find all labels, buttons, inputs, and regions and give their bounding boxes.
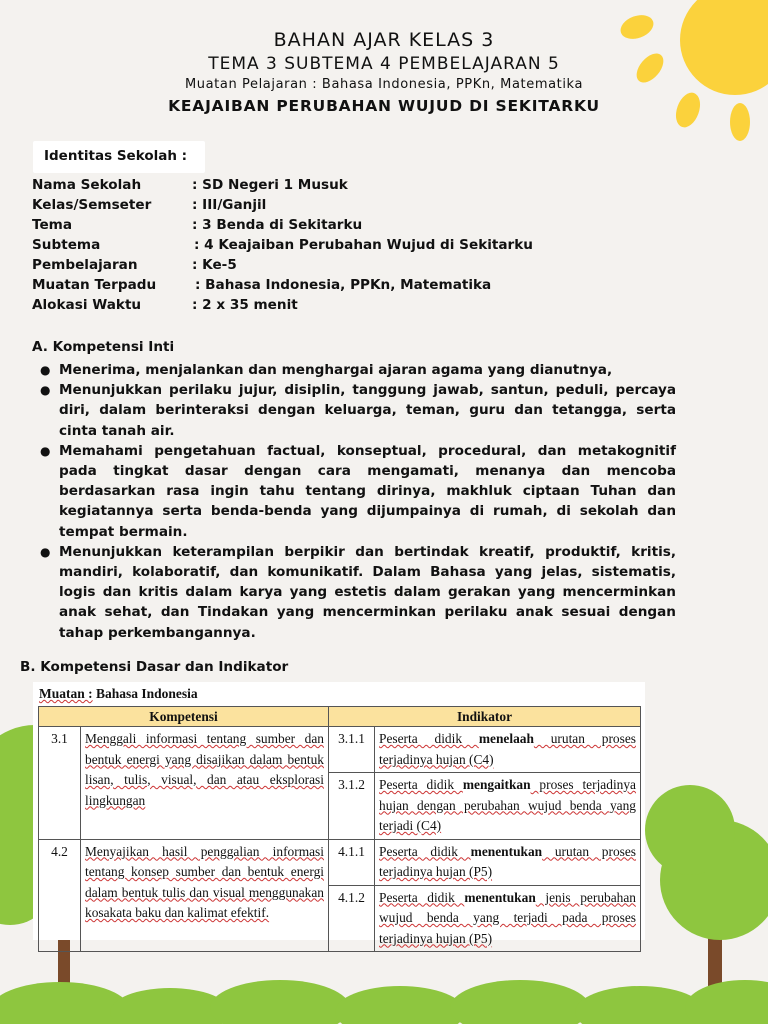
table-row: [39, 727, 641, 773]
list-item-text: Memahami pengetahuan factual, konseptual, procedural, dan metakognitif pada tingkat dasar dengan cara mengamati, menanya dan mencoba berdasarkan rasa ingin tahu tentang dirinya, makhluk ciptaan Tuhan dan kegiatannya serta benda-benda yang dijumpainya di rumah, di sekolah dan tempat bermain.: [59, 442, 676, 540]
bullet-icon: ●: [40, 363, 51, 377]
bush-icon: [0, 980, 768, 1024]
identity-value: : 2 x 35 menit: [192, 297, 298, 313]
indicator-number: 3.1.1: [329, 727, 375, 773]
kompetensi-inti-list: [40, 360, 676, 643]
indicator-text: Peserta didik menentukan jenis perubahan wujud benda yang terjadi pada proses terjadinya hujan (P5): [375, 885, 641, 952]
bullet-icon: ●: [40, 383, 51, 398]
table-row: [39, 839, 641, 885]
document-header: [0, 28, 768, 117]
identity-label: Nama Sekolah: [32, 177, 142, 193]
muatan-title: [39, 686, 198, 702]
bullet-icon: ●: [40, 544, 51, 559]
kompetensi-dasar-heading: B. Kompetensi Dasar dan Indikator: [20, 659, 289, 675]
identity-label: Subtema: [32, 237, 101, 253]
indicator-text: Peserta didik menentukan urutan proses terjadinya hujan (P5): [375, 839, 641, 885]
column-header-kompetensi: Kompetensi: [39, 707, 329, 727]
identity-label: Tema: [32, 217, 73, 233]
table-header-row: [39, 707, 641, 727]
kompetensi-table-card: [33, 682, 645, 946]
identity-value: : 4 Keajaiban Perubahan Wujud di Sekitarku: [194, 237, 533, 253]
indicator-number: 3.1.2: [329, 773, 375, 840]
indicator-text: Peserta didik menelaah urutan proses terjadinya hujan (C4): [375, 727, 641, 773]
kd-text: Menggali informasi tentang sumber dan bentuk energi yang disajikan dalam bentuk lisan, tulis, visual, dan atau eksplorasi lingkungan: [81, 727, 329, 840]
identity-heading-box: Identitas Sekolah :: [33, 141, 205, 173]
list-item: [40, 380, 676, 441]
list-item-text: Menunjukkan keterampilan berpikir dan bertindak kreatif, produktif, kritis, mandiri, kolaboratif, dan komunikatif. Dalam Bahasa yang jelas, sistematis, logis dan kritis dalam karya yang estetis dalam gerakan yang mencerminkan anak sehat, dan Tindakan yang mencerminkan perilaku anak sesuai dengan tahap perkembangannya.: [59, 543, 676, 641]
muatan-label: Muatan :: [39, 686, 93, 701]
indicator-number: 4.1.2: [329, 885, 375, 952]
list-item-text: Menerima, menjalankan dan menghargai ajaran agama yang dianutnya,: [59, 362, 613, 378]
muatan-value: Bahasa Indonesia: [96, 686, 198, 701]
identity-label: Kelas/Semseter: [32, 197, 152, 213]
column-header-indikator: Indikator: [329, 707, 641, 727]
kd-number: 3.1: [39, 727, 81, 840]
identity-value: : Bahasa Indonesia, PPKn, Matematika: [195, 277, 492, 293]
list-item: [40, 441, 676, 542]
list-item-text: Menunjukkan perilaku jujur, disiplin, tanggung jawab, santun, peduli, percaya diri, dalam berinteraksi dengan keluarga, teman, guru dan tetangga, serta cinta tanah air.: [59, 382, 676, 439]
list-item: [40, 542, 676, 643]
kd-number: 4.2: [39, 839, 81, 952]
identity-label: Pembelajaran: [32, 257, 138, 273]
identity-value: : SD Negeri 1 Musuk: [192, 177, 348, 193]
list-item: [40, 360, 676, 380]
bullet-icon: ●: [40, 443, 51, 458]
indicator-number: 4.1.1: [329, 839, 375, 885]
document-title: BAHAN AJAR KELAS 3: [273, 29, 495, 51]
kompetensi-table: [38, 706, 641, 952]
lesson-topic: KEAJAIBAN PERUBAHAN WUJUD DI SEKITARKU: [168, 97, 600, 115]
identity-label: Alokasi Waktu: [32, 297, 142, 313]
identity-label: Muatan Terpadu: [32, 277, 157, 293]
subject-list: Muatan Pelajaran : Bahasa Indonesia, PPKn, Matematika: [184, 77, 584, 92]
identity-value: : Ke-5: [192, 257, 237, 273]
indicator-text: Peserta didik mengaitkan proses terjadinya hujan dengan perubahan wujud benda yang terjadi (C4): [375, 773, 641, 840]
identity-value: : 3 Benda di Sekitarku: [192, 217, 363, 233]
kompetensi-inti-heading: A. Kompetensi Inti: [32, 339, 175, 355]
kd-text: Menyajikan hasil penggalian informasi tentang konsep sumber dan bentuk energi dalam bentuk tulis dan visual menggunakan kosakata baku dan kalimat efektif.: [81, 839, 329, 952]
document-subtitle: TEMA 3 SUBTEMA 4 PEMBELAJARAN 5: [208, 54, 560, 74]
identity-value: : III/Ganjil: [192, 197, 267, 213]
